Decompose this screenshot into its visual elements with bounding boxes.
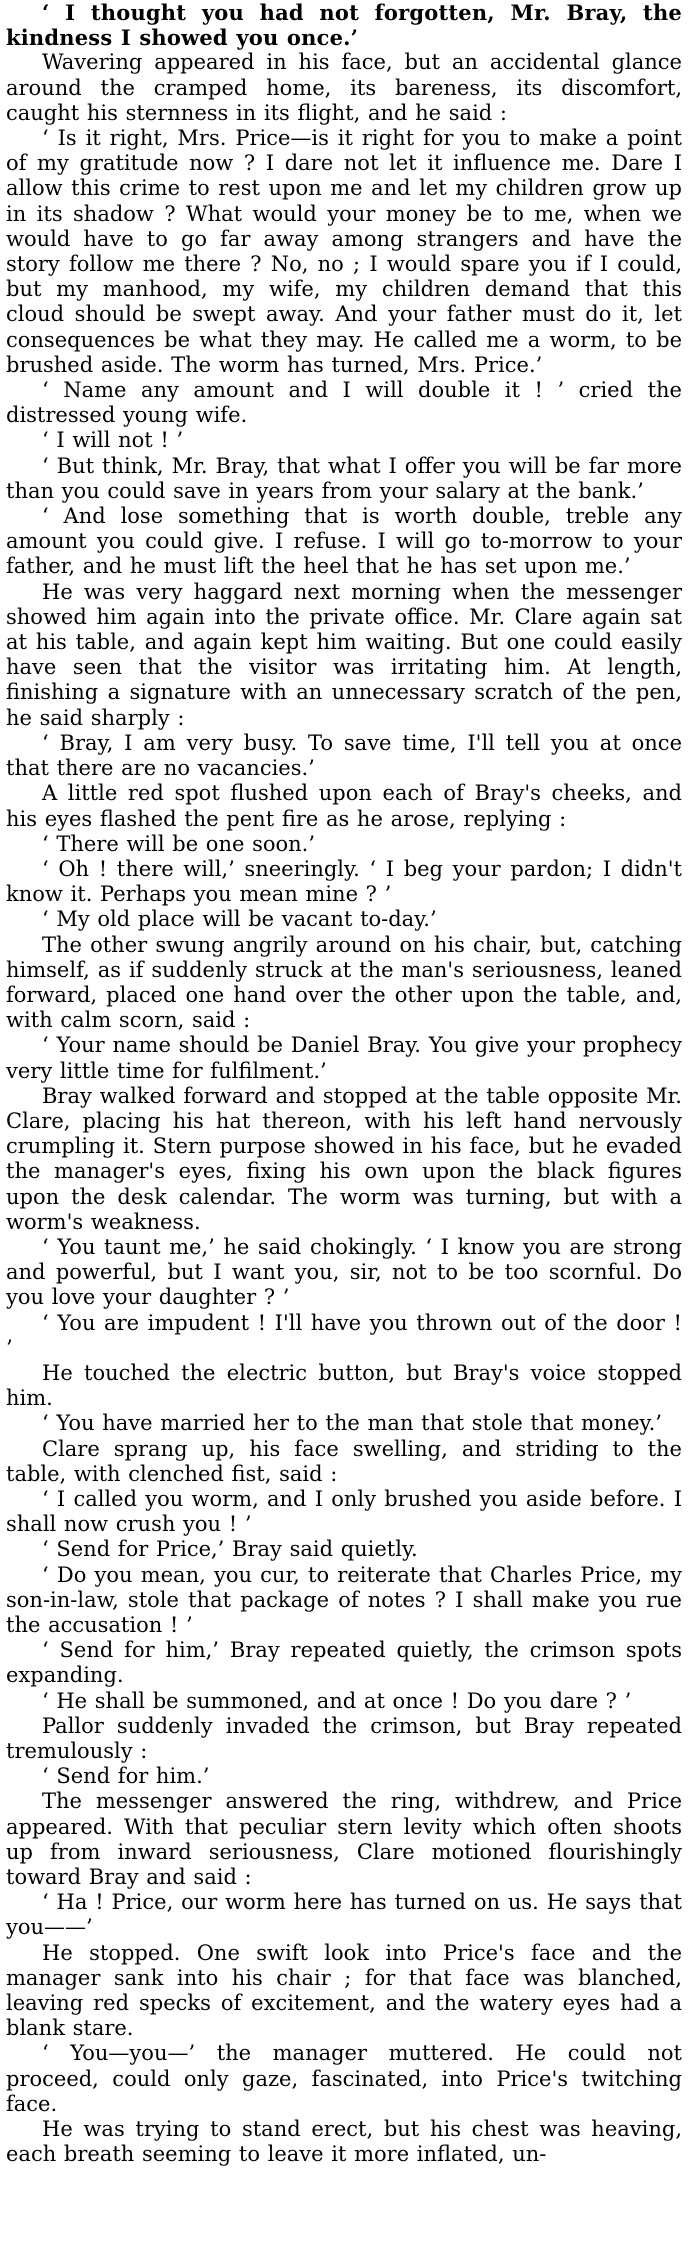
paragraph: ‘ Oh ! there will,’ sneeringly. ‘ I beg your pardon; I didn't know it. Perhaps you mean mine ? ’ [6,856,682,907]
article-column [6,0,682,2167]
paragraph: ‘ Ha ! Price, our worm here has turned on us. He says that you——’ [6,1890,682,1940]
paragraph: ‘ Name any amount and I will double it ! ’ cried the distressed young wife. [6,378,682,428]
paragraph: ‘ There will be one soon.’ [42,831,316,856]
paragraph: ‘ You are impudent ! I'll have you thrown out of the door ! ’ [6,1310,682,1360]
paragraph: ‘ Is it right, Mrs. Price—is it right for you to make a point of my gratitude now ? I dare not let it influence me. Dare I allow this crime to rest upon me and let my children grow up in its shadow ? What would your money be to me, when we would have to go far away among strangers and have the story follow me there ? No, no ; I would spare you if I could, but my manhood, my wife, my children demand that this cloud should be swept away. And your father must do it, let consequences be what they may. He called me a worm, to be brushed aside. The worm has turned, Mrs. Price.’ [6,126,682,377]
paragraph: Pallor suddenly invaded the crimson, but Bray repeated tremulously : [6,1713,682,1764]
paragraph: ‘ I called you worm, and I only brushed you aside before. I shall now crush you ! ’ [6,1486,682,1537]
paragraph: Bray walked forward and stopped at the table opposite Mr. Clare, placing his hat thereon, with his left hand nervously crumpling it. Stern purpose showed in his face, but he evaded the manager's eyes, fixing his own upon the black figures upon the desk calendar. The worm was turning, but with a worm's weakness. [6,1083,682,1234]
paragraph: He stopped. One swift look into Price's face and the manager sank into his chair ; for that face was blanched, leaving red specks of excitement, and the watery eyes had a blank stare. [6,1940,682,2041]
paragraph: ‘ Your name should be Daniel Bray. You give your prophecy very little time for fulfilment.’ [6,1033,682,1083]
paragraph: He was trying to stand erect, but his chest was heaving, each breath seeming to leave it more inflated, un- [6,2117,682,2167]
paragraph: ‘ You have married her to the man that stole that money.’ [42,1411,662,1436]
paragraph: The other swung angrily around on his chair, but, catching himself, as if suddenly struck at the man's seriousness, leaned forward, placed one hand over the other upon the table, and, with calm scorn, said : [6,932,682,1033]
paragraph: The messenger answered the ring, withdrew, and Price appeared. With that peculiar stern levity which often shoots up from inward seriousness, Clare motioned flourishingly toward Bray and said : [6,1789,682,1890]
paragraph: ‘ Send for Price,’ Bray said quietly. [42,1537,418,1562]
paragraph: ‘ Send for him,’ Bray repeated quietly, the crimson spots expanding. [6,1638,682,1688]
paragraph: He was very haggard next morning when the messenger showed him again into the private office. Mr. Clare again sat at his table, and again kept him waiting. But one could easily have seen that the visitor was irritating him. At length, finishing a signature with an unnecessary scratch of the pen, he said sharply : [6,579,682,730]
paragraph: ‘ You taunt me,’ he said chokingly. ‘ I know you are strong and powerful, but I want you, sir, not to be too scornful. Do you love your daughter ? ’ [6,1234,682,1310]
paragraph: ‘ I thought you had not forgotten, Mr. Bray, the kindness I showed you once.’ [6,0,682,51]
paragraph: Wavering appeared in his face, but an accidental glance around the cramped home, its bareness, its discomfort, caught his sternness in its flight, and he said : [6,50,682,125]
paragraph: ‘ And lose something that is worth double, treble any amount you could give. I refuse. I will go to-morrow to your father, and he must lift the heel that he has set upon me.’ [6,504,682,579]
paragraph: ‘ But think, Mr. Bray, that what I offer you will be far more than you could save in years from your salary at the bank.’ [6,453,682,503]
paragraph: ‘ Do you mean, you cur, to reiterate that Charles Price, my son-in-law, stole that package of notes ? I shall make you rue the accusation ! ’ [6,1562,682,1637]
paragraph: ‘ Bray, I am very busy. To save time, I'll tell you at once that there are no vacancies.’ [6,730,682,781]
paragraph: ‘ Send for him.’ [42,1764,210,1789]
paragraph: Clare sprang up, his face swelling, and striding to the table, with clenched fist, said : [6,1436,682,1486]
paragraph: ‘ My old place will be vacant to-day.’ [42,907,437,932]
paragraph: ‘ You—you—’ the manager muttered. He could not proceed, could only gaze, fascinated, into Price's twitching face. [6,2041,682,2116]
paragraph: ‘ He shall be summoned, and at once ! Do you dare ? ’ [42,1688,632,1713]
paragraph: He touched the electric button, but Bray's voice stopped him. [6,1360,682,1411]
paragraph: A little red spot flushed upon each of Bray's cheeks, and his eyes flashed the pent fire as he arose, replying : [6,781,682,831]
paragraph: ‘ I will not ! ’ [42,428,184,453]
